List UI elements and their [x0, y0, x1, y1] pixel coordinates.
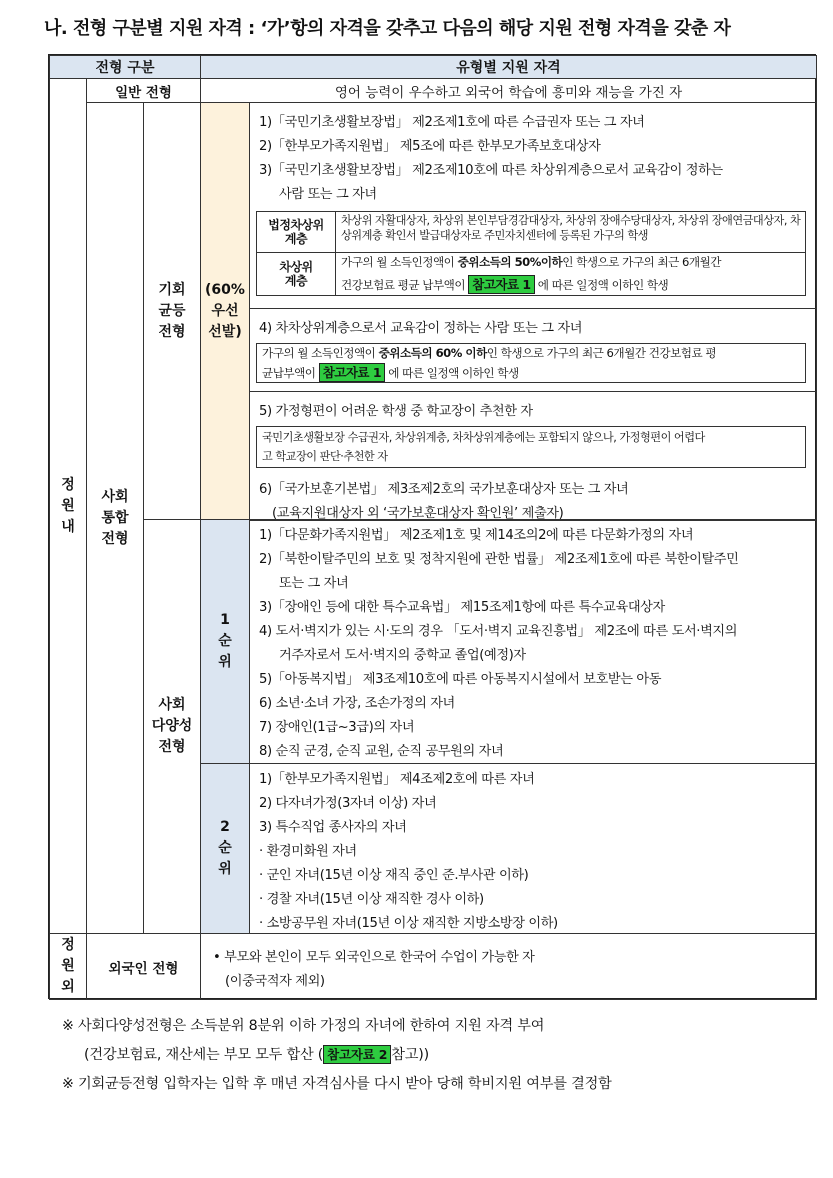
list-item: 6)「국가보훈기본법」 제3조제2호의 국가보훈대상자 또는 그 자녀 [259, 482, 629, 497]
info-box-second-near-poverty [256, 343, 806, 383]
box-label: 법정차상위 계층 [257, 212, 336, 252]
label-opportunity: 기회 균등 전형 [143, 102, 201, 520]
label-rank-2: 2 순 위 [200, 763, 250, 934]
box-text: 균납부액이 참고자료 1 에 따른 일정액 이하인 학생 [262, 365, 519, 380]
info-box-principal-recommend [256, 426, 806, 468]
list-item: • 부모와 본인이 모두 외국인으로 한국어 수업이 가능한 자 [213, 950, 535, 965]
label-jeongwon-nae: 정 원 내 [49, 78, 87, 934]
list-item: 8) 순직 군경, 순직 교원, 순직 공무원의 자녀 [259, 744, 504, 759]
list-item: 7) 장애인(1급~3급)의 자녀 [259, 720, 415, 735]
list-item: (교육지원대상자 외 ‘국가보훈대상자 확인원’ 제출자) [272, 506, 564, 521]
reference-badge: 참고자료 2 [323, 1045, 391, 1064]
list-item: · 군인 자녀(15년 이상 재직 중인 준.부사관 이하) [259, 868, 529, 883]
opportunity-section-5 [249, 391, 817, 521]
list-item: 5) 가정형편이 어려운 학생 중 학교장이 추천한 자 [259, 404, 533, 419]
list-item: 5)「아동복지법」 제3조제10호에 따른 아동복지시설에서 보호받는 아동 [259, 672, 662, 687]
list-item: 3)「장애인 등에 대한 특수교육법」 제15조제1항에 따른 특수교육대상자 [259, 600, 665, 615]
label-priority-60: (60% 우선 선발) [200, 102, 250, 520]
list-item: 2)「한부모가족지원법」 제5조에 따른 한부모가족보호대상자 [259, 139, 601, 154]
list-item: 2)「북한이탈주민의 보호 및 정착지원에 관한 법률」 제2조제1호에 따른 북한이탈주민 [259, 552, 739, 567]
label-rank-1: 1 순 위 [200, 519, 250, 764]
note-diversity: ※ 사회다양성전형은 소득분위 8분위 이하 가정의 자녀에 한하여 지원 자격 부여 [62, 1018, 545, 1034]
box-text: 가구의 월 소득인정액이 중위소득의 60% 이하인 학생으로 가구의 최근 6개월간 건강보험료 평 [262, 346, 717, 360]
general-desc: 영어 능력이 우수하고 외국어 학습에 흥미와 재능을 가진 자 [200, 78, 817, 103]
list-item: 4) 도서·벽지가 있는 시·도의 경우 「도서·벽지 교육진흥법」 제2조에 따른 도서·벽지의 [259, 624, 738, 639]
info-box-near-poverty [256, 252, 806, 296]
reference-badge: 참고자료 1 [319, 363, 385, 382]
foreign-content [200, 933, 817, 1000]
label-diversity: 사회 다양성 전형 [143, 519, 201, 934]
list-item: 또는 그 자녀 [279, 576, 349, 591]
eligibility-table [48, 54, 816, 999]
list-item: 6) 소년·소녀 가장, 조손가정의 자녀 [259, 696, 455, 711]
list-item: · 소방공무원 자녀(15년 이상 재직한 지방소방장 이하) [259, 916, 558, 931]
list-item: · 경찰 자녀(15년 이상 재직한 경사 이하) [259, 892, 484, 907]
box-text: 고 학교장이 판단·추천한 자 [262, 450, 388, 463]
list-item: · 환경미화원 자녀 [259, 844, 357, 859]
list-item: 2) 다자녀가정(3자녀 이상) 자녀 [259, 796, 437, 811]
reference-badge: 참고자료 1 [468, 275, 534, 294]
note-diversity-sub: (건강보험료, 재산세는 부모 모두 합산 ( 참고자료 2 참고)) [84, 1047, 429, 1063]
label-social-integration: 사회 통합 전형 [86, 102, 144, 934]
list-item: 1)「한부모가족지원법」 제4조제2호에 따른 자녀 [259, 772, 535, 787]
list-item: 3) 특수직업 종사자의 자녀 [259, 820, 407, 835]
list-item: (이중국적자 제외) [225, 974, 325, 989]
header-category: 전형 구분 [49, 55, 201, 79]
list-item: 1)「다문화가족지원법」 제2조제1호 및 제14조의2에 따른 다문화가정의 자녀 [259, 528, 694, 543]
box-text: 가구의 월 소득인정액이 중위소득의 50%이하인 학생으로 가구의 최근 6개월간 [341, 255, 721, 269]
box-text: 국민기초생활보장 수급권자, 차상위계층, 차차상위계층에는 포함되지 않으나, 가정형편이 어렵다 [262, 431, 705, 444]
info-box-statutory [256, 211, 806, 253]
list-item: 사람 또는 그 자녀 [279, 187, 377, 202]
label-foreign: 외국인 전형 [86, 933, 201, 1000]
list-item: 4) 차차상위계층으로서 교육감이 정하는 사람 또는 그 자녀 [259, 321, 583, 336]
label-jeongwon-oe: 정 원 외 [49, 933, 87, 1000]
box-text: 건강보험료 평균 납부액이 참고자료 1 에 따른 일정액 이하인 학생 [341, 277, 669, 292]
header-qualification: 유형별 지원 자격 [200, 55, 817, 79]
note-opportunity: ※ 기회균등전형 입학자는 입학 후 매년 자격심사를 다시 받아 당해 학비지원 여부를 결정함 [62, 1076, 612, 1092]
rank-2-content [249, 763, 817, 934]
rank-1-content [249, 519, 817, 764]
opportunity-section-1 [249, 102, 817, 309]
list-item: 3)「국민기초생활보장법」 제2조제10호에 따른 차상위계층으로서 교육감이 정하는 [259, 163, 723, 178]
page-title: 나. 전형 구분별 지원 자격 : ‘가’항의 자격을 갖추고 다음의 해당 지원 전형 자격을 갖춘 자 [44, 18, 731, 39]
list-item: 1)「국민기초생활보장법」 제2조제1호에 따른 수급권자 또는 그 자녀 [259, 115, 645, 130]
label-general: 일반 전형 [86, 78, 201, 103]
list-item: 거주자로서 도서·벽지의 중학교 졸업(예정)자 [279, 648, 526, 663]
box-text: 차상위 자활대상자, 차상위 본인부담경감대상자, 차상위 장애수당대상자, 차상위 장애연금대상자, 차상위계층 확인서 발급대상자로 주민자치센터에 등록된 가구의 학생 [341, 214, 801, 242]
box-label: 차상위 계층 [257, 253, 336, 295]
opportunity-section-4 [249, 308, 817, 392]
